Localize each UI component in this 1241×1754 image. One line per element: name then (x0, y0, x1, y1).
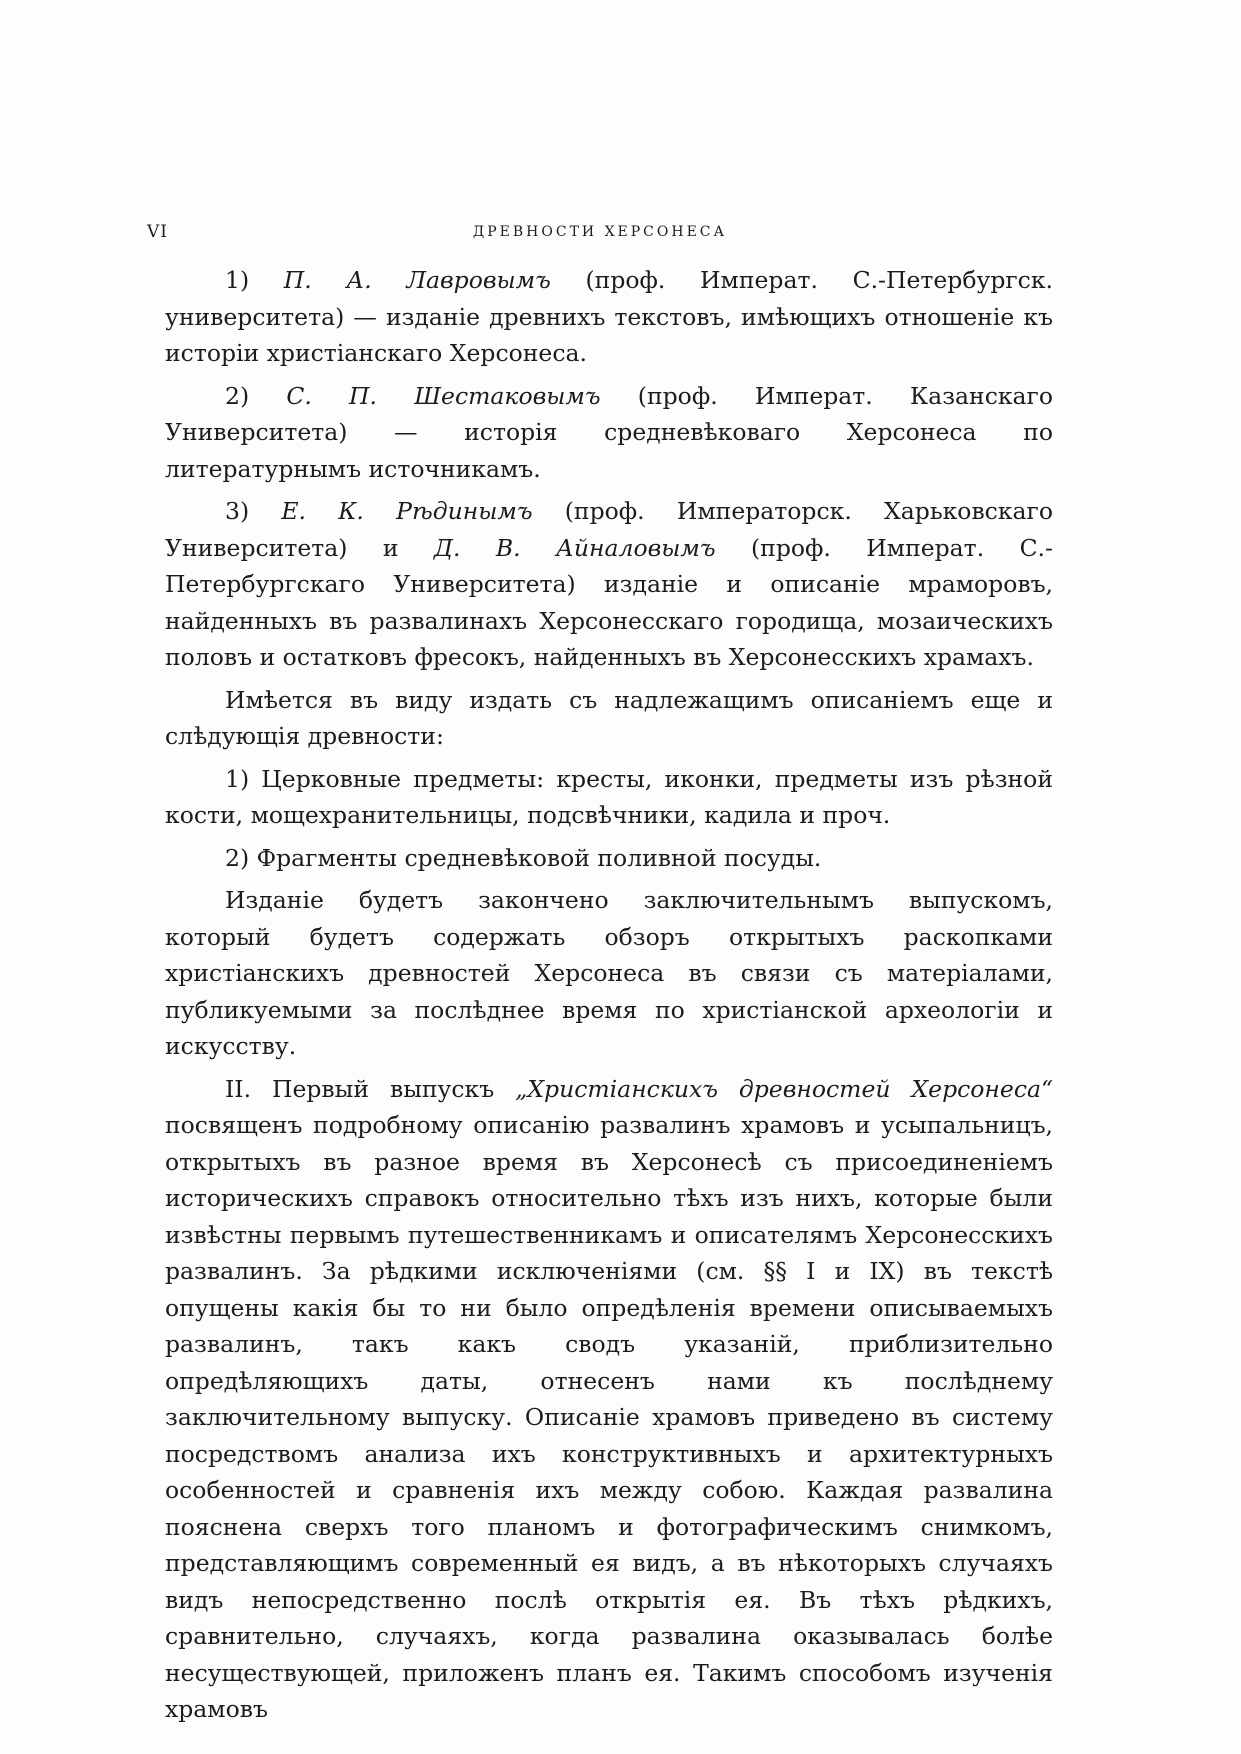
paragraph-planned: Имѣется въ виду издать съ надлежащимъ описаніемъ еще и слѣдующія древности: (165, 685, 1053, 750)
paragraph-text: (проф. Императорск. Харьковскаго Университета) и (165, 497, 1053, 562)
author-name: С. П. Шестаковымъ (286, 381, 601, 410)
paragraph-text: посвященъ подробному описанію развалинъ храмовъ и усыпальницъ, открытыхъ въ разное время въ Херсонесѣ съ присоединеніемъ историческихъ справокъ относительно тѣхъ изъ нихъ, которые были извѣстны первымъ путешественникамъ и описателямъ Херсонесскихъ развалинъ. За рѣдкими исключеніями (см. §§ I и IX) въ текстѣ опущены какія бы то ни было опредѣленія времени описываемыхъ развалинъ, такъ какъ сводъ указаній, приблизительно опредѣляющихъ даты, отнесенъ нами къ послѣднему заключительному выпуску. Описаніе храмовъ приведено въ систему посредствомъ анализа ихъ конструктивныхъ и архитектурныхъ особенностей и сравненія ихъ между собою. Каждая развалина пояснена сверхъ того планомъ и фотографическимъ снимкомъ, представляющимъ современный ея видъ, а въ нѣкоторыхъ случаяхъ видъ непосредственно послѣ открытія ея. Въ тѣхъ рѣдкихъ, сравнительно, случаяхъ, когда развалина оказывалась болѣе несуществующей, приложенъ планъ ея. Такимъ способомъ изученія храмовъ (165, 1111, 1053, 1723)
paragraph-text: (проф. Императ. С.-Петербургск. университета) — изданіе древнихъ текстовъ, имѣющихъ отношеніе къ исторіи христіанскаго Херсонеса. (165, 266, 1053, 367)
running-title: ДРЕВНОСТИ ХЕРСОНЕСА (472, 224, 728, 240)
paragraph-lavrov (165, 262, 1053, 372)
paragraph-pottery: 2) Фрагменты средневѣковой поливной посуды. (225, 843, 822, 872)
paragraph-text: (проф. Императ. Казанскаго Университета) — исторія средневѣковаго Херсонеса по литературнымъ источникамъ. (165, 381, 1054, 483)
author-name: Е. К. Рѣдинымъ (281, 497, 533, 525)
paragraph-shestakov (165, 378, 1053, 488)
paragraph-church-objects: 1) Церковные предметы: кресты, иконки, предметы изъ рѣзной кости, мощехранительницы, подсвѣчники, кадила и проч. (165, 764, 1053, 829)
book-title: „Христіанскихъ древностей Херсонеса“ (515, 1074, 1054, 1103)
paragraph-redin-ainalov (165, 493, 1053, 676)
author-name: Д. В. Айналовымъ (433, 533, 716, 562)
list-number: 1) (225, 266, 284, 294)
running-head (147, 222, 1053, 248)
paragraph-section-two (165, 1071, 1053, 1728)
list-number: 2) (225, 381, 287, 410)
section-lead: II. Первый выпускъ (225, 1074, 516, 1103)
list-number: 3) (225, 497, 282, 525)
page-number: VI (147, 222, 168, 242)
paragraph-text: (проф. Императ. С.-Петербургскаго Университета) изданіе и описаніе мраморовъ, найденныхъ въ развалинахъ Херсонесскаго городища, мозаическихъ половъ и остатковъ фресокъ, найденныхъ въ Херсонесскихъ храмахъ. (165, 533, 1053, 671)
body-text (165, 262, 1053, 1728)
author-name: П. А. Лавровымъ (283, 266, 551, 294)
paragraph-final-issue: Изданіе будетъ закончено заключительнымъ выпускомъ, который будетъ содержать обзоръ открытыхъ раскопками христіанскихъ древностей Херсонеса въ связи съ матеріалами, публикуемыми за послѣднее время по христіанской археологіи и искусству. (165, 886, 1053, 1060)
